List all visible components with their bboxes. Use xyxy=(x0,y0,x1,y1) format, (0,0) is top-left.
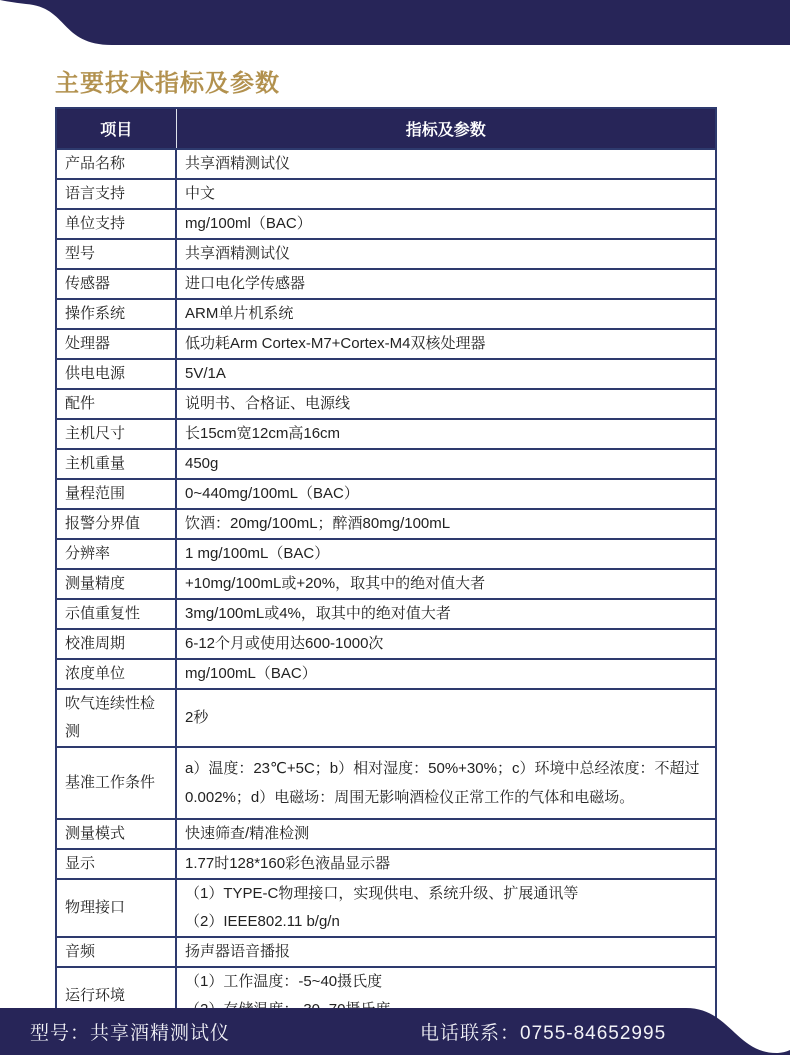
column-header-item: 项目 xyxy=(56,108,176,149)
row-value-line: +10mg/100mL或+20%，取其中的绝对值大者 xyxy=(185,575,486,592)
row-label: 分辨率 xyxy=(65,545,111,562)
row-label: 操作系统 xyxy=(65,305,126,322)
spec-table-body xyxy=(56,149,716,1025)
row-value-line: 共享酒精测试仪 xyxy=(185,245,291,262)
row-value-line: 饮酒：20mg/100mL；醉酒80mg/100mL xyxy=(185,515,451,532)
row-value-line: ARM单片机系统 xyxy=(185,305,294,322)
row-value-line: 1 mg/100mL（BAC） xyxy=(185,545,330,562)
row-value xyxy=(176,819,716,849)
row-value-line: 中文 xyxy=(185,185,216,202)
row-value xyxy=(176,479,716,509)
row-value-line: 1.77时128*160彩色液晶显示器 xyxy=(185,855,391,872)
column-header-spec: 指标及参数 xyxy=(176,108,716,149)
row-label: 显示 xyxy=(65,855,96,872)
row-value xyxy=(176,539,716,569)
row-value xyxy=(176,239,716,269)
row-value xyxy=(176,937,716,967)
row-label: 报警分界值 xyxy=(65,515,141,532)
row-value xyxy=(176,569,716,599)
row-label: 供电电源 xyxy=(65,365,126,382)
footer-phone-label: 电话联系：0755-84652995 xyxy=(420,1023,667,1044)
row-value xyxy=(176,149,716,179)
table-row xyxy=(56,569,716,599)
table-row xyxy=(56,937,716,967)
row-value xyxy=(176,879,716,937)
row-label: 音频 xyxy=(65,943,96,960)
table-header-row xyxy=(56,108,716,149)
row-value xyxy=(176,179,716,209)
row-value xyxy=(176,599,716,629)
row-label: 吹气连续性检测 xyxy=(65,695,156,740)
row-label: 测量模式 xyxy=(65,825,126,842)
row-value-line: 450g xyxy=(185,455,219,472)
row-label: 校准周期 xyxy=(65,635,126,652)
table-row xyxy=(56,509,716,539)
footer-bar xyxy=(0,1008,790,1055)
row-label: 量程范围 xyxy=(65,485,126,502)
table-row xyxy=(56,659,716,689)
row-value-line: 低功耗Arm Cortex-M7+Cortex-M4双核处理器 xyxy=(185,335,486,352)
row-value xyxy=(176,389,716,419)
row-value-line: 说明书、合格证、电源线 xyxy=(185,395,351,412)
row-value xyxy=(176,849,716,879)
table-row xyxy=(56,747,716,819)
table-row xyxy=(56,209,716,239)
table-row xyxy=(56,629,716,659)
header-wave-shape xyxy=(0,0,790,45)
row-value-line: （1）工作温度：-5~40摄氏度 xyxy=(185,973,383,990)
row-value-line: （1）TYPE-C物理接口，实现供电、系统升级、扩展通讯等 xyxy=(185,885,579,902)
table-row xyxy=(56,329,716,359)
row-value-line: 共享酒精测试仪 xyxy=(185,155,291,172)
row-value-line: 扬声器语音播报 xyxy=(185,943,291,960)
row-value xyxy=(176,359,716,389)
row-label: 主机重量 xyxy=(65,455,126,472)
row-label: 产品名称 xyxy=(65,155,126,172)
row-label: 基准工作条件 xyxy=(65,774,156,791)
table-row xyxy=(56,419,716,449)
row-value xyxy=(176,419,716,449)
spec-table xyxy=(55,107,717,1026)
row-label: 示值重复性 xyxy=(65,605,141,622)
row-label: 浓度单位 xyxy=(65,665,126,682)
row-value xyxy=(176,689,716,747)
table-row xyxy=(56,239,716,269)
row-value-line: a）温度：23℃+5C；b）相对湿度：50%+30%；c）环境中总经浓度：不超过0.002%；d）电磁场：周围无影响酒检仪正常工作的气体和电磁场。 xyxy=(185,760,700,806)
page-title: 主要技术指标及参数 xyxy=(55,70,280,97)
table-row xyxy=(56,359,716,389)
table-row xyxy=(56,179,716,209)
row-value-line: 2秒 xyxy=(185,709,209,726)
row-value xyxy=(176,449,716,479)
table-row xyxy=(56,389,716,419)
table-row xyxy=(56,849,716,879)
row-value xyxy=(176,629,716,659)
row-value xyxy=(176,329,716,359)
row-value-line: 进口电化学传感器 xyxy=(185,275,306,292)
row-label: 型号 xyxy=(65,245,96,262)
row-label: 处理器 xyxy=(65,335,111,352)
row-value-line: （2）IEEE802.11 b/g/n xyxy=(185,913,340,930)
row-label: 传感器 xyxy=(65,275,111,292)
header-wave-band xyxy=(0,0,790,45)
footer-model-label: 型号：共享酒精测试仪 xyxy=(30,1023,231,1044)
row-label: 运行环境 xyxy=(65,987,126,1004)
row-label: 主机尺寸 xyxy=(65,425,126,442)
row-value xyxy=(176,659,716,689)
row-value-line: 长15cm宽12cm高16cm xyxy=(185,425,341,442)
row-value-line: 0~440mg/100mL（BAC） xyxy=(185,485,359,502)
row-value xyxy=(176,269,716,299)
row-value-line: 3mg/100mL或4%，取其中的绝对值大者 xyxy=(185,605,451,622)
row-label: 配件 xyxy=(65,395,96,412)
row-value-line: 6-12个月或使用达600-1000次 xyxy=(185,635,384,652)
table-row xyxy=(56,299,716,329)
row-value xyxy=(176,509,716,539)
row-value-line: mg/100ml（BAC） xyxy=(185,215,312,232)
row-label: 物理接口 xyxy=(65,899,126,916)
row-value xyxy=(176,299,716,329)
table-row xyxy=(56,449,716,479)
row-label: 测量精度 xyxy=(65,575,126,592)
table-row xyxy=(56,539,716,569)
row-value-line: 快速筛查/精准检测 xyxy=(185,825,310,842)
table-row xyxy=(56,819,716,849)
row-value xyxy=(176,209,716,239)
row-label: 语言支持 xyxy=(65,185,126,202)
table-row xyxy=(56,269,716,299)
table-row xyxy=(56,879,716,937)
row-label: 单位支持 xyxy=(65,215,126,232)
table-row xyxy=(56,599,716,629)
table-row xyxy=(56,689,716,747)
row-value-line: 5V/1A xyxy=(185,365,226,382)
row-value-line: mg/100mL（BAC） xyxy=(185,665,317,682)
table-row xyxy=(56,479,716,509)
table-row xyxy=(56,149,716,179)
row-value xyxy=(176,747,716,819)
